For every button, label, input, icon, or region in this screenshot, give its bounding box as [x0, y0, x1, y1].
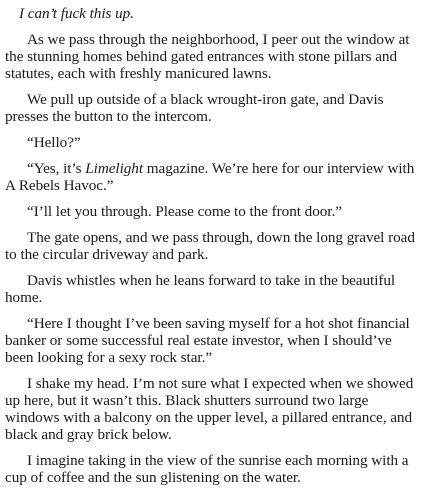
paragraph-8: [5, 272, 417, 306]
paragraph-text: magazine. We’re here for our interview with A Rebels Havoc.”: [5, 160, 415, 194]
paragraph-9: [5, 315, 417, 366]
magazine-title: Limelight: [85, 160, 144, 177]
paragraph-10: [5, 375, 417, 443]
paragraph-3: [5, 91, 417, 125]
paragraph-2: [5, 31, 417, 82]
paragraph-7: [5, 229, 417, 263]
paragraph-5: [5, 160, 417, 194]
paragraph-text: As we pass through the neighborhood, I peer out the window at the stunning homes behind gated entrances with stone pillars and statutes, each with freshly manicured lawns.: [5, 31, 410, 82]
paragraph-text: “Yes, it’s: [27, 160, 86, 177]
paragraph-text: I can’t fuck this up.: [19, 5, 134, 22]
paragraph-text: The gate opens, and we pass through, down the long gravel road to the circular driveway and park.: [5, 229, 415, 263]
paragraph-text: “Hello?”: [27, 134, 81, 151]
paragraph-1: [5, 5, 417, 22]
paragraph-11: [5, 452, 417, 486]
paragraph-6: [5, 203, 417, 220]
book-page: [5, 5, 417, 495]
paragraph-text: Davis whistles when he leans forward to take in the beautiful home.: [5, 272, 396, 306]
paragraph-4: [5, 134, 417, 151]
paragraph-text: I shake my head. I’m not sure what I expected when we showed up here, but it wasn’t this. Black shutters surround two large windows with a balcony on the upper level, a pillared entrance, and black and gray brick below.: [5, 375, 414, 443]
paragraph-text: “Here I thought I’ve been saving myself for a hot shot financial banker or some successful real estate investor, when I should’ve been looking for a sexy rock star.”: [5, 315, 410, 366]
paragraph-text: I imagine taking in the view of the sunrise each morning with a cup of coffee and the sun glistening on the water.: [5, 452, 409, 486]
paragraph-text: We pull up outside of a black wrought-iron gate, and Davis presses the button to the intercom.: [5, 91, 384, 125]
paragraph-text: “I’ll let you through. Please come to the front door.”: [27, 203, 342, 220]
